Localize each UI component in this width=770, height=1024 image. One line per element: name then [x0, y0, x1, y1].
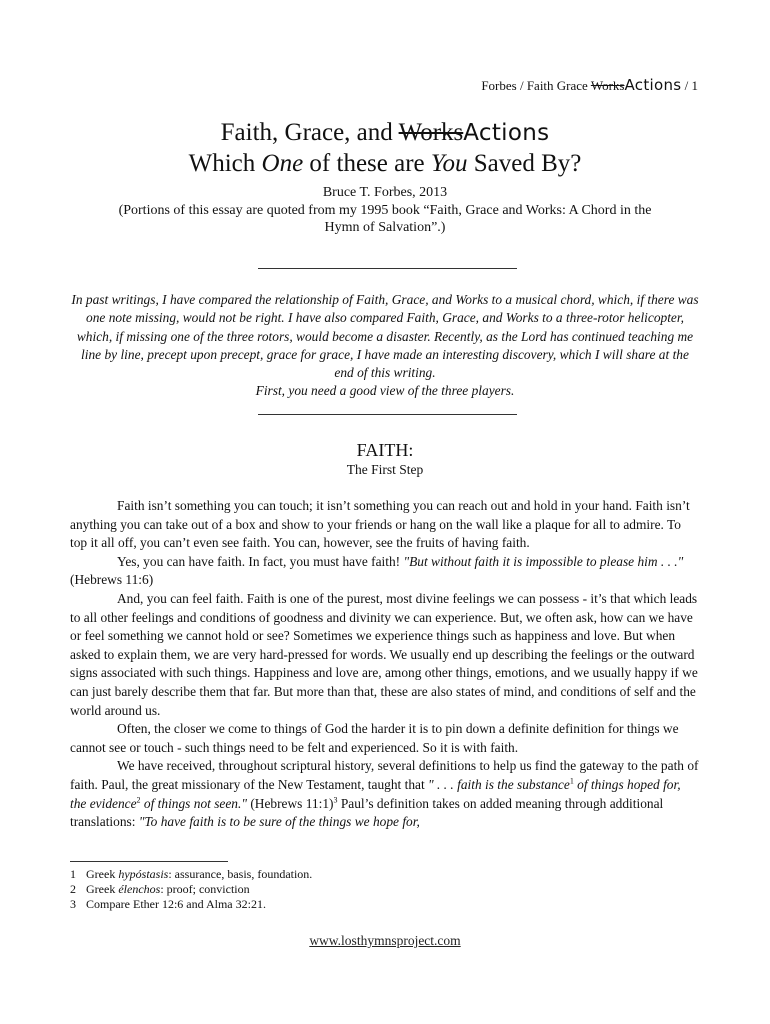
- p5-text-a: We have received, throughout scriptural history, several definitions to help us find the gateway to the path of faith. Paul, the great missionary of the New Testament, taught that: [70, 758, 699, 792]
- footnote-definition: : assurance, basis, foundation.: [168, 867, 313, 881]
- running-header: [481, 76, 698, 94]
- footnote-ref-1: 1: [569, 776, 574, 786]
- footnote-number: 3: [70, 897, 76, 911]
- p5-quote-3: of things not seen.": [140, 795, 247, 811]
- p5-quote-4: "To have faith is to be sure of the things we hope for,: [138, 814, 420, 830]
- footnote-number: 1: [70, 867, 76, 881]
- paragraph-5: [70, 757, 700, 831]
- footnote-divider: [70, 861, 228, 862]
- p5-quote-2: of things hoped for, the evidence: [70, 776, 681, 811]
- footnotes: [70, 867, 700, 912]
- p2-citation: (Hebrews 11:6): [70, 572, 154, 588]
- footer-website-link[interactable]: www.losthymnsproject.com: [309, 933, 461, 948]
- title-line-2: [60, 148, 710, 180]
- title-prefix: Faith, Grace, and: [220, 119, 399, 146]
- title2-part-c: Saved By?: [467, 150, 582, 177]
- title2-part-b: of these are: [303, 150, 431, 177]
- paragraph-3: And, you can feel faith. Faith is one of the purest, most divine feelings we can possess - it’s that which leads to all other feelings and conditions of goodness and divinity we can experience. But, we often ask, how can we have or feel something we cannot hold or see? Sometimes we experience things such as happiness and love. But when asked to explain them, we are very hard-pressed for words. We usually end up describing the feelings or the outward signs associated with such things. Happiness and love are, among other things, emotions, and we usually happy if we can just barely describe them that far. But more than that, these are also states of mind, and conditions of self and the world around us.: [70, 590, 698, 718]
- title2-one: One: [261, 150, 304, 177]
- portions-note: (Portions of this essay are quoted from my 1995 book “Faith, Grace and Works: A Chord in the Hymn of Salvation”.): [118, 203, 652, 235]
- header-struck-word: Works: [590, 78, 625, 93]
- footnote-term: élenchos: [118, 882, 161, 896]
- divider-bottom: [258, 414, 517, 415]
- footnote-1: [70, 867, 700, 882]
- footnote-number: 2: [70, 882, 76, 896]
- section-title: FAITH:: [356, 440, 414, 460]
- paragraph-4: Often, the closer we come to things of God the harder it is to pin down a definite definition for things we cannot see or touch - such things need to be felt and experienced. So it is with faith.: [70, 721, 679, 755]
- title-line-1: [60, 118, 710, 148]
- title-block: [60, 118, 710, 236]
- p5-citation: (Hebrews 11:1): [246, 795, 334, 811]
- paragraph-1: Faith isn’t something you can touch; it isn’t something you can reach out and hold in your hand. Faith isn’t anything you can take out of a box and show to your friends or hang on the wall like a plaque for all to admire. To top it all off, you can’t even see faith. You can, however, see the fruits of having faith.: [70, 498, 690, 551]
- p2-text: Yes, you can have faith. In fact, you must have faith!: [117, 553, 404, 569]
- header-replacement-word: Actions: [624, 76, 682, 94]
- title2-you: You: [430, 150, 468, 177]
- header-page-number: / 1: [681, 78, 698, 93]
- title2-part-a: Which: [188, 150, 262, 177]
- paragraph-2: [70, 553, 700, 590]
- body-text: [70, 497, 700, 832]
- p5-quote-1: " . . . faith is the substance: [428, 776, 570, 792]
- footnote-term: hypóstasis: [118, 867, 169, 881]
- footnote-ref-3: 3: [333, 795, 338, 805]
- footnote-definition: : proof; conviction: [160, 882, 250, 896]
- byline: Bruce T. Forbes, 2013: [322, 185, 448, 200]
- intro-text: In past writings, I have compared the relationship of Faith, Grace, and Works to a musical chord, which, if there was one note missing, would not be right. I have also compared Faith, Grace, and Works to a three-rotor helicopter, which, if missing one of the three rotors, would become a disaster. Recently, as the Lord has continued teaching me line by line, precept upon precept, grace for grace, I have made an interesting discovery, which I will share at the end of this writing.: [71, 292, 699, 381]
- footnote-text: Greek: [86, 867, 119, 881]
- header-prefix: Forbes / Faith Grace: [481, 78, 591, 93]
- divider-top: [258, 268, 517, 269]
- p5-text-c: Paul’s definition takes on added meaning through additional translations:: [70, 795, 664, 830]
- section-heading: [60, 439, 710, 479]
- p2-quote: "But without faith it is impossible to please him . . .": [403, 553, 684, 569]
- footnote-text: Greek: [86, 882, 119, 896]
- footnote-ref-2: 2: [136, 795, 141, 805]
- section-subtitle: The First Step: [346, 462, 424, 477]
- intro-paragraph: [70, 291, 700, 401]
- intro-last-line: First, you need a good view of the three players.: [255, 383, 515, 399]
- footnote-text: Compare Ether 12:6 and Alma 32:21.: [86, 897, 266, 911]
- footnote-3: [70, 897, 700, 912]
- footnote-2: [70, 882, 700, 897]
- title-struck-word: Works: [398, 119, 464, 146]
- title-replacement-word: Actions: [463, 120, 550, 146]
